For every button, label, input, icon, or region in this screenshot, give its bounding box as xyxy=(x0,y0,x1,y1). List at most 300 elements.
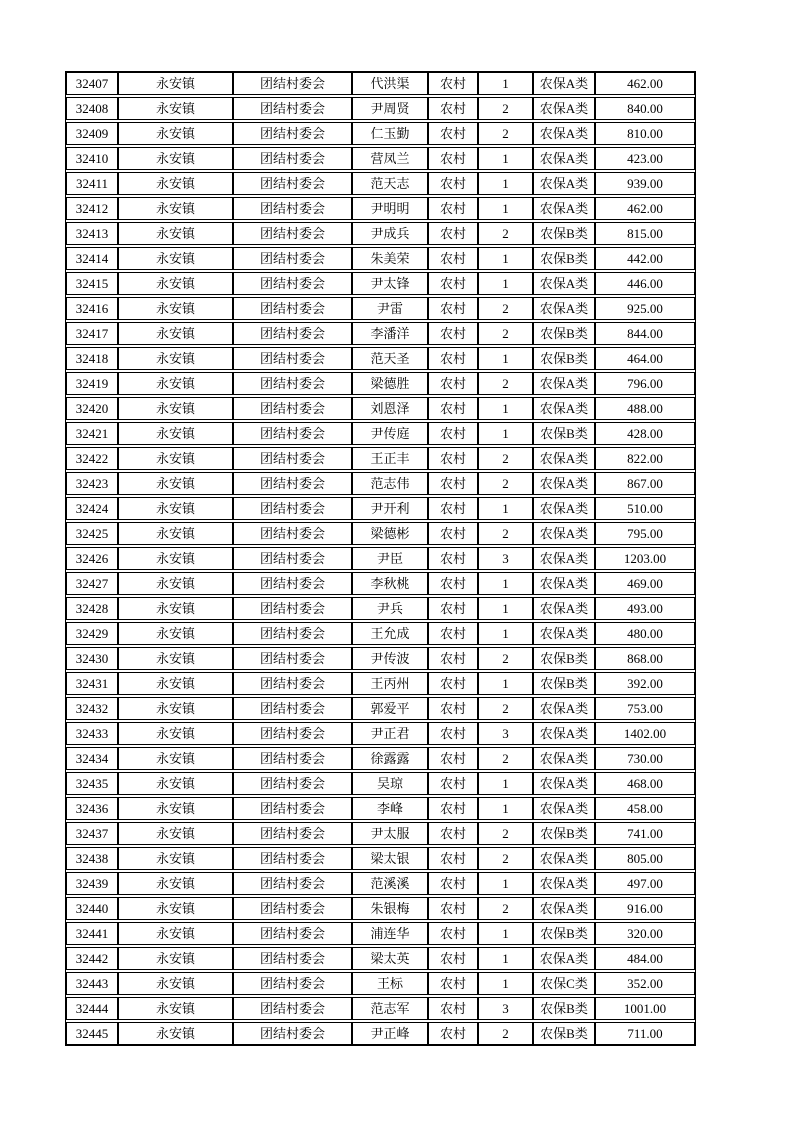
cell-town: 永安镇 xyxy=(118,847,233,870)
cell-residence-type: 农村 xyxy=(428,547,478,570)
cell-town: 永安镇 xyxy=(118,672,233,695)
cell-town: 永安镇 xyxy=(118,897,233,920)
cell-amount: 868.00 xyxy=(595,647,695,670)
cell-village-committee: 团结村委会 xyxy=(233,447,352,470)
cell-record-id: 32424 xyxy=(66,497,118,520)
cell-village-committee: 团结村委会 xyxy=(233,797,352,820)
cell-record-id: 32431 xyxy=(66,672,118,695)
cell-person-count: 3 xyxy=(478,997,533,1020)
cell-name: 尹兵 xyxy=(352,597,428,620)
cell-village-committee: 团结村委会 xyxy=(233,222,352,245)
cell-town: 永安镇 xyxy=(118,547,233,570)
table-row xyxy=(66,897,695,920)
cell-town: 永安镇 xyxy=(118,172,233,195)
table-row xyxy=(66,722,695,745)
cell-insurance-type: 农保A类 xyxy=(533,297,595,320)
cell-person-count: 2 xyxy=(478,447,533,470)
cell-insurance-type: 农保A类 xyxy=(533,772,595,795)
cell-person-count: 2 xyxy=(478,522,533,545)
table-row xyxy=(66,747,695,770)
cell-record-id: 32443 xyxy=(66,972,118,995)
cell-insurance-type: 农保A类 xyxy=(533,72,595,95)
cell-insurance-type: 农保A类 xyxy=(533,447,595,470)
cell-insurance-type: 农保A类 xyxy=(533,172,595,195)
cell-insurance-type: 农保A类 xyxy=(533,847,595,870)
table-row xyxy=(66,147,695,170)
cell-amount: 352.00 xyxy=(595,972,695,995)
cell-residence-type: 农村 xyxy=(428,347,478,370)
cell-insurance-type: 农保B类 xyxy=(533,672,595,695)
cell-name: 浦连华 xyxy=(352,922,428,945)
cell-residence-type: 农村 xyxy=(428,897,478,920)
cell-town: 永安镇 xyxy=(118,697,233,720)
cell-record-id: 32412 xyxy=(66,197,118,220)
cell-person-count: 1 xyxy=(478,247,533,270)
cell-village-committee: 团结村委会 xyxy=(233,697,352,720)
cell-insurance-type: 农保B类 xyxy=(533,347,595,370)
cell-village-committee: 团结村委会 xyxy=(233,747,352,770)
cell-insurance-type: 农保A类 xyxy=(533,197,595,220)
cell-insurance-type: 农保B类 xyxy=(533,222,595,245)
table-row xyxy=(66,272,695,295)
cell-village-committee: 团结村委会 xyxy=(233,847,352,870)
cell-amount: 423.00 xyxy=(595,147,695,170)
cell-insurance-type: 农保B类 xyxy=(533,247,595,270)
cell-insurance-type: 农保B类 xyxy=(533,922,595,945)
cell-insurance-type: 农保A类 xyxy=(533,147,595,170)
table-row xyxy=(66,172,695,195)
cell-residence-type: 农村 xyxy=(428,822,478,845)
cell-amount: 497.00 xyxy=(595,872,695,895)
cell-insurance-type: 农保A类 xyxy=(533,722,595,745)
cell-record-id: 32418 xyxy=(66,347,118,370)
cell-person-count: 2 xyxy=(478,322,533,345)
cell-town: 永安镇 xyxy=(118,272,233,295)
cell-amount: 469.00 xyxy=(595,572,695,595)
cell-residence-type: 农村 xyxy=(428,622,478,645)
cell-town: 永安镇 xyxy=(118,997,233,1020)
cell-insurance-type: 农保A类 xyxy=(533,572,595,595)
cell-town: 永安镇 xyxy=(118,397,233,420)
cell-residence-type: 农村 xyxy=(428,972,478,995)
cell-record-id: 32432 xyxy=(66,697,118,720)
cell-name: 仁玉勤 xyxy=(352,122,428,145)
cell-name: 尹雷 xyxy=(352,297,428,320)
cell-residence-type: 农村 xyxy=(428,472,478,495)
cell-record-id: 32430 xyxy=(66,647,118,670)
cell-amount: 867.00 xyxy=(595,472,695,495)
cell-name: 尹太服 xyxy=(352,822,428,845)
cell-insurance-type: 农保A类 xyxy=(533,947,595,970)
cell-person-count: 1 xyxy=(478,147,533,170)
cell-amount: 711.00 xyxy=(595,1022,695,1045)
cell-town: 永安镇 xyxy=(118,822,233,845)
cell-insurance-type: 农保A类 xyxy=(533,122,595,145)
cell-amount: 795.00 xyxy=(595,522,695,545)
cell-amount: 844.00 xyxy=(595,322,695,345)
cell-insurance-type: 农保B类 xyxy=(533,822,595,845)
table-row xyxy=(66,622,695,645)
cell-village-committee: 团结村委会 xyxy=(233,372,352,395)
table-row xyxy=(66,947,695,970)
cell-name: 梁德彬 xyxy=(352,522,428,545)
cell-insurance-type: 农保A类 xyxy=(533,97,595,120)
cell-residence-type: 农村 xyxy=(428,1022,478,1045)
cell-amount: 458.00 xyxy=(595,797,695,820)
cell-village-committee: 团结村委会 xyxy=(233,897,352,920)
cell-residence-type: 农村 xyxy=(428,797,478,820)
cell-person-count: 1 xyxy=(478,922,533,945)
cell-town: 永安镇 xyxy=(118,447,233,470)
cell-name: 朱银梅 xyxy=(352,897,428,920)
cell-residence-type: 农村 xyxy=(428,297,478,320)
table-row xyxy=(66,197,695,220)
cell-town: 永安镇 xyxy=(118,347,233,370)
cell-record-id: 32425 xyxy=(66,522,118,545)
cell-amount: 925.00 xyxy=(595,297,695,320)
cell-record-id: 32435 xyxy=(66,772,118,795)
cell-insurance-type: 农保B类 xyxy=(533,422,595,445)
cell-person-count: 1 xyxy=(478,972,533,995)
cell-person-count: 1 xyxy=(478,622,533,645)
cell-village-committee: 团结村委会 xyxy=(233,822,352,845)
cell-record-id: 32419 xyxy=(66,372,118,395)
table-row xyxy=(66,547,695,570)
table-row xyxy=(66,697,695,720)
cell-insurance-type: 农保A类 xyxy=(533,372,595,395)
cell-town: 永安镇 xyxy=(118,622,233,645)
cell-town: 永安镇 xyxy=(118,497,233,520)
table-row xyxy=(66,322,695,345)
cell-name: 吴琼 xyxy=(352,772,428,795)
cell-town: 永安镇 xyxy=(118,772,233,795)
cell-insurance-type: 农保A类 xyxy=(533,397,595,420)
cell-village-committee: 团结村委会 xyxy=(233,247,352,270)
cell-residence-type: 农村 xyxy=(428,922,478,945)
cell-residence-type: 农村 xyxy=(428,497,478,520)
cell-record-id: 32416 xyxy=(66,297,118,320)
cell-record-id: 32434 xyxy=(66,747,118,770)
cell-name: 范志伟 xyxy=(352,472,428,495)
cell-record-id: 32411 xyxy=(66,172,118,195)
cell-town: 永安镇 xyxy=(118,972,233,995)
cell-record-id: 32420 xyxy=(66,397,118,420)
cell-person-count: 2 xyxy=(478,822,533,845)
cell-record-id: 32407 xyxy=(66,72,118,95)
cell-person-count: 1 xyxy=(478,347,533,370)
cell-town: 永安镇 xyxy=(118,947,233,970)
cell-record-id: 32439 xyxy=(66,872,118,895)
cell-town: 永安镇 xyxy=(118,422,233,445)
cell-record-id: 32437 xyxy=(66,822,118,845)
cell-record-id: 32442 xyxy=(66,947,118,970)
table-row xyxy=(66,597,695,620)
cell-village-committee: 团结村委会 xyxy=(233,872,352,895)
cell-record-id: 32441 xyxy=(66,922,118,945)
cell-record-id: 32436 xyxy=(66,797,118,820)
table-row xyxy=(66,297,695,320)
cell-name: 王正丰 xyxy=(352,447,428,470)
cell-person-count: 1 xyxy=(478,672,533,695)
cell-village-committee: 团结村委会 xyxy=(233,922,352,945)
table-row xyxy=(66,522,695,545)
cell-village-committee: 团结村委会 xyxy=(233,197,352,220)
table-row xyxy=(66,1022,695,1045)
table-row xyxy=(66,797,695,820)
cell-name: 范天圣 xyxy=(352,347,428,370)
cell-person-count: 2 xyxy=(478,297,533,320)
cell-name: 李秋桃 xyxy=(352,572,428,595)
table-row xyxy=(66,972,695,995)
cell-name: 尹周贤 xyxy=(352,97,428,120)
table-row xyxy=(66,672,695,695)
cell-person-count: 2 xyxy=(478,97,533,120)
cell-village-committee: 团结村委会 xyxy=(233,97,352,120)
cell-residence-type: 农村 xyxy=(428,672,478,695)
cell-town: 永安镇 xyxy=(118,797,233,820)
cell-amount: 428.00 xyxy=(595,422,695,445)
table-row xyxy=(66,872,695,895)
cell-amount: 815.00 xyxy=(595,222,695,245)
cell-name: 尹臣 xyxy=(352,547,428,570)
cell-village-committee: 团结村委会 xyxy=(233,472,352,495)
cell-record-id: 32417 xyxy=(66,322,118,345)
cell-name: 尹太锋 xyxy=(352,272,428,295)
cell-village-committee: 团结村委会 xyxy=(233,947,352,970)
cell-name: 尹正峰 xyxy=(352,1022,428,1045)
cell-person-count: 2 xyxy=(478,697,533,720)
table-row xyxy=(66,347,695,370)
cell-record-id: 32408 xyxy=(66,97,118,120)
cell-record-id: 32427 xyxy=(66,572,118,595)
cell-residence-type: 农村 xyxy=(428,647,478,670)
cell-person-count: 3 xyxy=(478,722,533,745)
cell-amount: 730.00 xyxy=(595,747,695,770)
table-row xyxy=(66,497,695,520)
cell-name: 尹传庭 xyxy=(352,422,428,445)
cell-insurance-type: 农保B类 xyxy=(533,1022,595,1045)
cell-town: 永安镇 xyxy=(118,872,233,895)
cell-person-count: 1 xyxy=(478,572,533,595)
cell-residence-type: 农村 xyxy=(428,97,478,120)
cell-person-count: 1 xyxy=(478,197,533,220)
cell-town: 永安镇 xyxy=(118,572,233,595)
cell-name: 梁太英 xyxy=(352,947,428,970)
cell-residence-type: 农村 xyxy=(428,272,478,295)
cell-person-count: 1 xyxy=(478,422,533,445)
cell-amount: 442.00 xyxy=(595,247,695,270)
table-row xyxy=(66,247,695,270)
cell-residence-type: 农村 xyxy=(428,722,478,745)
cell-amount: 1001.00 xyxy=(595,997,695,1020)
cell-record-id: 32413 xyxy=(66,222,118,245)
cell-amount: 446.00 xyxy=(595,272,695,295)
cell-insurance-type: 农保A类 xyxy=(533,797,595,820)
cell-name: 尹传波 xyxy=(352,647,428,670)
cell-town: 永安镇 xyxy=(118,322,233,345)
cell-village-committee: 团结村委会 xyxy=(233,722,352,745)
cell-residence-type: 农村 xyxy=(428,697,478,720)
cell-record-id: 32423 xyxy=(66,472,118,495)
cell-village-committee: 团结村委会 xyxy=(233,422,352,445)
cell-record-id: 32414 xyxy=(66,247,118,270)
cell-residence-type: 农村 xyxy=(428,122,478,145)
cell-village-committee: 团结村委会 xyxy=(233,122,352,145)
cell-village-committee: 团结村委会 xyxy=(233,522,352,545)
cell-name: 范天志 xyxy=(352,172,428,195)
cell-name: 代洪渠 xyxy=(352,72,428,95)
cell-insurance-type: 农保A类 xyxy=(533,547,595,570)
cell-village-committee: 团结村委会 xyxy=(233,272,352,295)
cell-person-count: 2 xyxy=(478,897,533,920)
table-row xyxy=(66,372,695,395)
cell-amount: 468.00 xyxy=(595,772,695,795)
table-row xyxy=(66,647,695,670)
cell-record-id: 32433 xyxy=(66,722,118,745)
cell-town: 永安镇 xyxy=(118,922,233,945)
cell-amount: 488.00 xyxy=(595,397,695,420)
cell-record-id: 32428 xyxy=(66,597,118,620)
cell-name: 尹成兵 xyxy=(352,222,428,245)
cell-village-committee: 团结村委会 xyxy=(233,997,352,1020)
cell-person-count: 2 xyxy=(478,847,533,870)
cell-residence-type: 农村 xyxy=(428,147,478,170)
cell-insurance-type: 农保A类 xyxy=(533,697,595,720)
table-row xyxy=(66,447,695,470)
cell-amount: 392.00 xyxy=(595,672,695,695)
cell-amount: 810.00 xyxy=(595,122,695,145)
cell-person-count: 1 xyxy=(478,947,533,970)
cell-person-count: 2 xyxy=(478,747,533,770)
table-row xyxy=(66,847,695,870)
cell-town: 永安镇 xyxy=(118,297,233,320)
table-row xyxy=(66,472,695,495)
cell-insurance-type: 农保A类 xyxy=(533,622,595,645)
cell-record-id: 32426 xyxy=(66,547,118,570)
cell-name: 尹开利 xyxy=(352,497,428,520)
cell-record-id: 32409 xyxy=(66,122,118,145)
cell-amount: 320.00 xyxy=(595,922,695,945)
cell-residence-type: 农村 xyxy=(428,372,478,395)
cell-village-committee: 团结村委会 xyxy=(233,572,352,595)
cell-insurance-type: 农保B类 xyxy=(533,647,595,670)
cell-town: 永安镇 xyxy=(118,122,233,145)
cell-record-id: 32444 xyxy=(66,997,118,1020)
table-row xyxy=(66,922,695,945)
cell-residence-type: 农村 xyxy=(428,947,478,970)
cell-amount: 1402.00 xyxy=(595,722,695,745)
cell-amount: 916.00 xyxy=(595,897,695,920)
cell-person-count: 1 xyxy=(478,772,533,795)
cell-name: 郭爱平 xyxy=(352,697,428,720)
cell-amount: 753.00 xyxy=(595,697,695,720)
cell-village-committee: 团结村委会 xyxy=(233,397,352,420)
cell-residence-type: 农村 xyxy=(428,397,478,420)
cell-amount: 796.00 xyxy=(595,372,695,395)
cell-person-count: 1 xyxy=(478,72,533,95)
cell-name: 李峰 xyxy=(352,797,428,820)
cell-person-count: 2 xyxy=(478,372,533,395)
cell-name: 营凤兰 xyxy=(352,147,428,170)
cell-record-id: 32422 xyxy=(66,447,118,470)
cell-person-count: 1 xyxy=(478,172,533,195)
cell-insurance-type: 农保C类 xyxy=(533,972,595,995)
cell-person-count: 3 xyxy=(478,547,533,570)
cell-village-committee: 团结村委会 xyxy=(233,547,352,570)
cell-person-count: 2 xyxy=(478,222,533,245)
cell-insurance-type: 农保A类 xyxy=(533,522,595,545)
cell-name: 尹正君 xyxy=(352,722,428,745)
cell-name: 尹明明 xyxy=(352,197,428,220)
cell-person-count: 1 xyxy=(478,872,533,895)
cell-residence-type: 农村 xyxy=(428,172,478,195)
pension-roster-table xyxy=(65,71,696,1046)
table-row xyxy=(66,997,695,1020)
cell-village-committee: 团结村委会 xyxy=(233,72,352,95)
cell-residence-type: 农村 xyxy=(428,847,478,870)
cell-amount: 462.00 xyxy=(595,72,695,95)
cell-residence-type: 农村 xyxy=(428,222,478,245)
cell-amount: 741.00 xyxy=(595,822,695,845)
cell-record-id: 32410 xyxy=(66,147,118,170)
table-row xyxy=(66,97,695,120)
cell-insurance-type: 农保A类 xyxy=(533,272,595,295)
cell-name: 范志军 xyxy=(352,997,428,1020)
cell-town: 永安镇 xyxy=(118,72,233,95)
cell-village-committee: 团结村委会 xyxy=(233,147,352,170)
cell-town: 永安镇 xyxy=(118,522,233,545)
cell-town: 永安镇 xyxy=(118,597,233,620)
cell-residence-type: 农村 xyxy=(428,772,478,795)
cell-town: 永安镇 xyxy=(118,472,233,495)
cell-amount: 462.00 xyxy=(595,197,695,220)
cell-residence-type: 农村 xyxy=(428,72,478,95)
cell-amount: 484.00 xyxy=(595,947,695,970)
cell-town: 永安镇 xyxy=(118,222,233,245)
table-row xyxy=(66,772,695,795)
cell-village-committee: 团结村委会 xyxy=(233,347,352,370)
cell-village-committee: 团结村委会 xyxy=(233,1022,352,1045)
cell-record-id: 32438 xyxy=(66,847,118,870)
cell-amount: 822.00 xyxy=(595,447,695,470)
cell-town: 永安镇 xyxy=(118,97,233,120)
cell-amount: 840.00 xyxy=(595,97,695,120)
cell-name: 朱美荣 xyxy=(352,247,428,270)
cell-village-committee: 团结村委会 xyxy=(233,772,352,795)
cell-village-committee: 团结村委会 xyxy=(233,297,352,320)
cell-insurance-type: 农保B类 xyxy=(533,997,595,1020)
cell-residence-type: 农村 xyxy=(428,997,478,1020)
cell-insurance-type: 农保A类 xyxy=(533,747,595,770)
cell-village-committee: 团结村委会 xyxy=(233,672,352,695)
table-row xyxy=(66,397,695,420)
cell-person-count: 1 xyxy=(478,597,533,620)
cell-name: 王丙州 xyxy=(352,672,428,695)
cell-residence-type: 农村 xyxy=(428,522,478,545)
cell-town: 永安镇 xyxy=(118,722,233,745)
cell-residence-type: 农村 xyxy=(428,747,478,770)
cell-village-committee: 团结村委会 xyxy=(233,647,352,670)
cell-name: 王允成 xyxy=(352,622,428,645)
cell-amount: 805.00 xyxy=(595,847,695,870)
cell-town: 永安镇 xyxy=(118,747,233,770)
cell-amount: 939.00 xyxy=(595,172,695,195)
cell-name: 李潘洋 xyxy=(352,322,428,345)
cell-name: 梁太银 xyxy=(352,847,428,870)
cell-name: 徐露露 xyxy=(352,747,428,770)
cell-residence-type: 农村 xyxy=(428,422,478,445)
cell-residence-type: 农村 xyxy=(428,322,478,345)
